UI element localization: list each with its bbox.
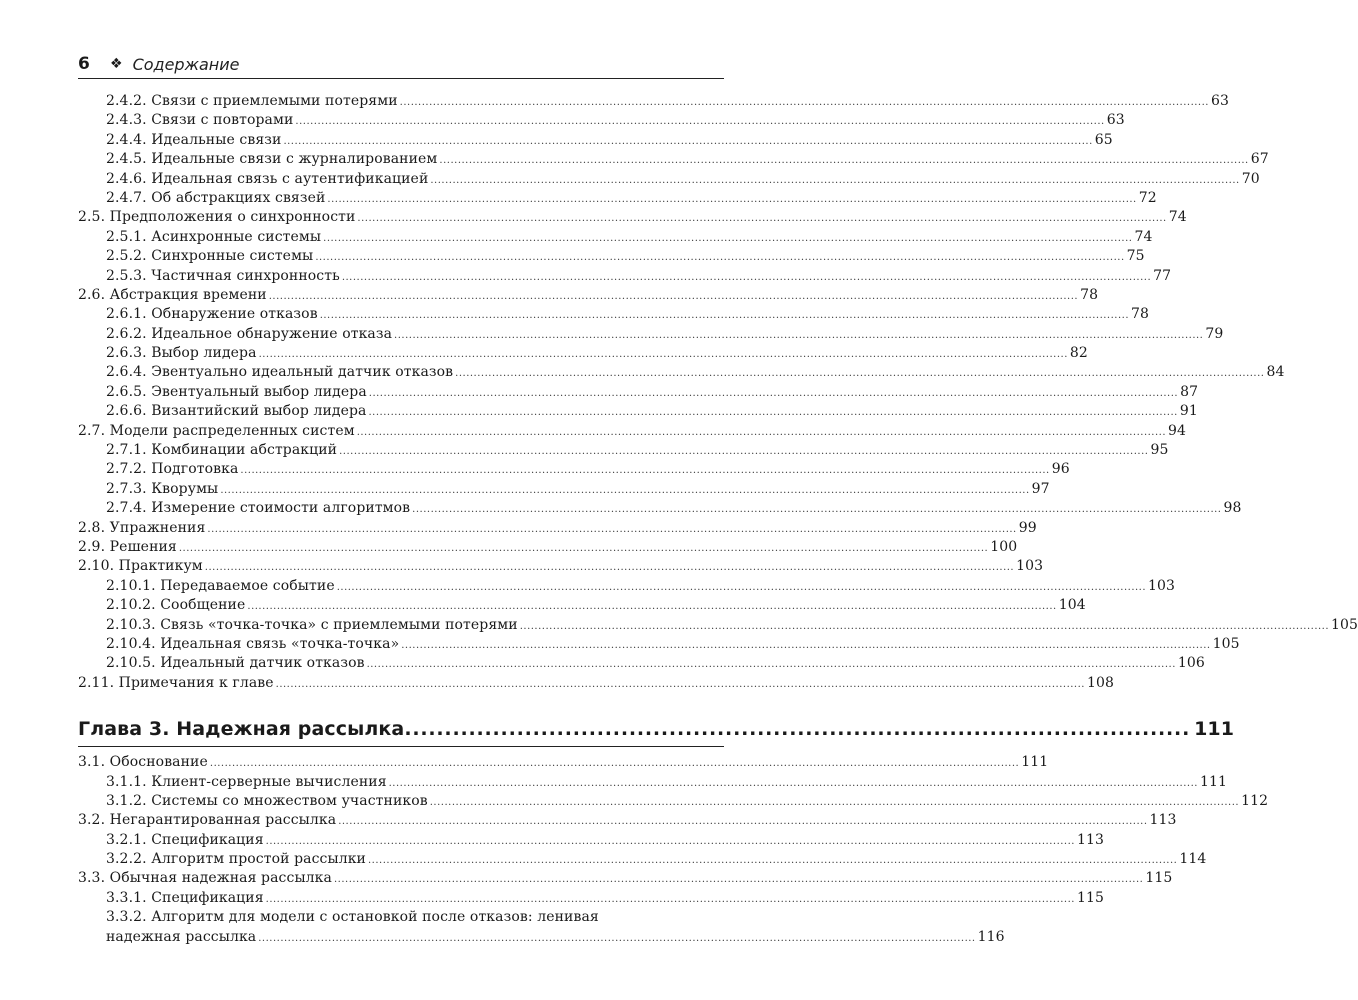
leader-dots: ............................................................................................................................................................................................................................ <box>430 174 1240 186</box>
chapter-page-number: 111 <box>1194 718 1235 741</box>
toc-section-chapter-2 <box>0 93 1358 694</box>
toc-subsection-entry[interactable] <box>0 170 1260 190</box>
toc-subsection-entry[interactable] <box>0 189 1157 209</box>
toc-subsection-entry[interactable] <box>0 364 1285 383</box>
toc-entry-page: 112 <box>1241 792 1269 809</box>
toc-subsection-entry[interactable] <box>0 461 1070 480</box>
toc-entry-page: 111 <box>1199 773 1227 790</box>
toc-subsection-entry[interactable] <box>0 442 1169 461</box>
toc-entry-page: 115 <box>1076 889 1104 906</box>
toc-section-entry[interactable] <box>0 870 1173 889</box>
toc-entry-page: 87 <box>1180 383 1199 400</box>
toc-entry-text: 2.5.1. Асинхронные системы <box>106 228 322 245</box>
leader-dots: ............................................................................................................................................................................................................................ <box>327 193 1137 205</box>
toc-entry-text: 2.6.2. Идеальное обнаружение отказа <box>106 325 393 342</box>
toc-subsection-entry[interactable] <box>0 228 1153 248</box>
toc-entry-page: 105 <box>1212 635 1240 652</box>
toc-section-entry[interactable] <box>0 209 1187 228</box>
running-title: Содержание <box>132 54 240 74</box>
toc-entry-text: 2.10.1. Передаваемое событие <box>106 577 335 594</box>
toc-entry-text: 3.3. Обычная надежная рассылка <box>78 870 332 887</box>
toc-entry-text: 2.10.2. Сообщение <box>106 597 246 614</box>
leader-dots: ............................................................................................................................................................................................................................ <box>209 758 1020 770</box>
leader-dots: ............................................................................................................................................................................................................................ <box>429 796 1240 808</box>
table-of-contents <box>0 93 1358 949</box>
leader-dots: ............................................................................................................................................................................................................................ <box>283 135 1093 147</box>
toc-entry-text: 2.9. Решения <box>78 538 177 555</box>
leader-dots: ............................................................................................................................................................................................................................ <box>315 252 1125 264</box>
toc-entry-text: 2.6. Абстракция времени <box>78 286 267 303</box>
toc-entry-page: 103 <box>1016 558 1044 575</box>
toc-entry-page: 97 <box>1031 480 1050 497</box>
toc-entry-text: 2.4.2. Связи с приемлемыми потерями <box>106 93 398 109</box>
toc-entry-page: 84 <box>1266 364 1285 381</box>
leader-dots: ............................................................................................................................................................................................................................ <box>519 620 1330 632</box>
toc-entry-page: 106 <box>1177 655 1205 672</box>
toc-subsection-entry[interactable] <box>0 151 1269 170</box>
toc-subsection-entry[interactable] <box>0 500 1242 519</box>
toc-entry-text: 3.1.1. Клиент-серверные вычисления <box>106 773 387 790</box>
leader-dots: ............................................................................................................................................................................................................................ <box>399 97 1209 108</box>
toc-entry-page: 100 <box>990 538 1018 555</box>
running-header <box>78 52 724 76</box>
leader-dots: ............................................................................................................................................................................................................................ <box>295 116 1105 128</box>
toc-section-entry[interactable] <box>0 538 1018 558</box>
leader-dots: ............................................................................................................................................................................................................................ <box>357 213 1167 225</box>
leader-dots: ............................................................................................................................................................................................................................ <box>341 271 1152 283</box>
toc-entry-text: 2.10.3. Связь «точка-точка» с приемлемыми потерями <box>106 616 518 633</box>
toc-entry-page: 70 <box>1241 170 1260 187</box>
toc-entry-page: 67 <box>1250 151 1269 168</box>
toc-subsection-entry[interactable] <box>0 577 1176 597</box>
toc-entry-text: 2.10.4. Идеальная связь «точка-точка» <box>106 635 400 652</box>
leader-dots: ................................................................................................................................................................................................... <box>258 933 976 945</box>
toc-entry-text: 2.10. Практикум <box>78 558 203 575</box>
leader-dots: ............................................................................................................................................................................................................................ <box>333 874 1144 886</box>
chapter-title: Глава 3. Надежная рассылка <box>78 718 405 741</box>
toc-entry-text: 2.4.4. Идеальные связи <box>106 131 282 148</box>
toc-entry-page: 82 <box>1069 345 1088 362</box>
toc-subsection-entry[interactable] <box>0 655 1205 674</box>
toc-entry-text: 2.7.1. Комбинации абстракций <box>106 442 338 459</box>
toc-entry-text: 2.6.6. Византийский выбор лидера <box>106 403 367 420</box>
toc-entry-page: 91 <box>1179 403 1198 420</box>
leader-dots: .................................................................................................. <box>404 718 1191 741</box>
toc-subsection-entry[interactable] <box>0 597 1086 616</box>
toc-section-entry[interactable] <box>0 754 1049 773</box>
leader-dots: ............................................................................................................................................................................................................................ <box>258 349 1068 361</box>
diamond-ornament-icon: ❖ <box>110 56 123 72</box>
chapter-heading[interactable] <box>0 700 1235 741</box>
toc-subsection-entry[interactable] <box>0 345 1088 364</box>
toc-entry-text: 2.5. Предположения о синхронности <box>78 209 356 226</box>
leader-dots: ............................................................................................................................................................................................................................ <box>247 601 1057 613</box>
toc-entry-text: 3.2.1. Спецификация <box>106 831 264 848</box>
toc-entry-page: 113 <box>1149 812 1177 829</box>
leader-dots: ............................................................................................................................................................................................................................ <box>265 835 1075 847</box>
toc-subsection-entry[interactable] <box>0 306 1150 325</box>
leader-dots: ............................................................................................................................................................................................................................ <box>338 816 1148 828</box>
toc-entry-page: 115 <box>1145 870 1173 887</box>
leader-dots: ............................................................................................................................................................................................................................ <box>339 446 1149 458</box>
toc-entry-text: 3.3.1. Спецификация <box>106 889 264 906</box>
toc-entry-page: 111 <box>1021 754 1049 771</box>
toc-entry-text: 2.5.3. Частичная синхронность <box>106 267 340 284</box>
leader-dots: ............................................................................................................................................................................................................................ <box>368 387 1179 399</box>
toc-entry-text: 2.6.1. Обнаружение отказов <box>106 306 318 323</box>
leader-dots: ............................................................................................................................................................................................................................ <box>204 562 1015 574</box>
toc-subsection-entry[interactable] <box>0 93 1229 112</box>
leader-dots: ............................................................................................................................................................................................................................ <box>240 465 1050 477</box>
toc-entry-page: 74 <box>1134 228 1153 245</box>
toc-entry-text: 3.1.2. Системы со множеством участников <box>106 792 428 809</box>
toc-entry-page: 75 <box>1126 248 1145 265</box>
leader-dots: ............................................................................................................................................................................................................................ <box>323 232 1133 244</box>
toc-entry-page: 78 <box>1080 286 1099 303</box>
toc-subsection-entry[interactable] <box>0 383 1199 403</box>
leader-dots: ............................................................................................................................................................................................................................ <box>455 368 1265 380</box>
toc-entry-text: 2.11. Примечания к главе <box>78 674 274 691</box>
toc-entry-text: 2.4.3. Связи с повторами <box>106 112 294 129</box>
toc-entry-continuation <box>0 929 1005 948</box>
toc-entry-page: 108 <box>1086 674 1114 691</box>
toc-entry-text: 2.8. Упражнения <box>78 519 206 536</box>
page-number: 6 <box>78 54 90 74</box>
toc-section-entry[interactable] <box>0 286 1099 306</box>
toc-entry-text: 2.7. Модели распределенных систем <box>78 422 355 439</box>
toc-section-entry[interactable] <box>0 812 1177 831</box>
toc-entry-page: 114 <box>1179 851 1207 868</box>
toc-section-entry[interactable] <box>0 558 1044 577</box>
toc-entry-text: 2.10.5. Идеальный датчик отказов <box>106 655 365 672</box>
leader-dots: ............................................................................................................................................................................................................................ <box>394 329 1204 341</box>
toc-entry-text: 2.5.2. Синхронные системы <box>106 248 314 265</box>
toc-entry-text: 2.6.5. Эвентуальный выбор лидера <box>106 383 367 400</box>
leader-dots: ............................................................................................................................................................................................................................ <box>356 426 1167 438</box>
leader-dots: ............................................................................................................................................................................................................................ <box>265 893 1075 905</box>
leader-dots: ............................................................................................................................................................................................................................ <box>207 523 1017 535</box>
leader-dots: ............................................................................................................................................................................................................................ <box>412 504 1222 516</box>
toc-entry-text: 2.4.6. Идеальная связь с аутентификацией <box>106 170 429 187</box>
leader-dots: ............................................................................................................................................................................................................................ <box>178 542 989 554</box>
toc-section-chapter-3 <box>0 754 1269 909</box>
leader-dots: ............................................................................................................................................................................................................................ <box>220 484 1030 496</box>
leader-dots: ............................................................................................................................................................................................................................ <box>275 678 1085 690</box>
leader-dots: ............................................................................................................................................................................................................................ <box>368 407 1178 419</box>
leader-dots: ............................................................................................................................................................................................................................ <box>366 659 1176 671</box>
toc-subsection-entry[interactable] <box>0 831 1104 851</box>
leader-dots: ............................................................................................................................................................................................................................ <box>368 855 1178 867</box>
toc-entry-text: 3.2. Негарантированная рассылка <box>78 812 337 829</box>
toc-subsection-entry[interactable] <box>0 480 1050 500</box>
toc-entry-page: 77 <box>1153 267 1172 284</box>
toc-entry-page: 113 <box>1076 831 1104 848</box>
toc-subsection-entry[interactable] <box>0 325 1224 345</box>
toc-subsection-entry[interactable] <box>0 773 1227 793</box>
toc-entry-page: 65 <box>1094 131 1113 148</box>
leader-dots: ............................................................................................................................................................................................................................ <box>401 639 1211 651</box>
toc-section-entry[interactable] <box>0 674 1114 694</box>
toc-entry-text: 2.6.4. Эвентуально идеальный датчик отказов <box>106 364 454 381</box>
leader-dots: ............................................................................................................................................................................................................................ <box>388 777 1198 789</box>
toc-subsection-entry[interactable] <box>0 792 1269 812</box>
toc-subsection-entry[interactable] <box>0 267 1172 287</box>
toc-entry-wrapped[interactable] <box>0 909 1005 948</box>
toc-entry-page: 78 <box>1131 306 1150 323</box>
leader-dots: ............................................................................................................................................................................................................................ <box>336 581 1147 593</box>
toc-entry-text: 2.4.7. Об абстракциях связей <box>106 189 326 206</box>
toc-entry-text: 2.7.4. Измерение стоимости алгоритмов <box>106 500 411 517</box>
toc-entry-page: 95 <box>1150 442 1169 459</box>
toc-section-entry[interactable] <box>0 519 1037 539</box>
toc-subsection-entry[interactable] <box>0 131 1113 151</box>
chapter-rule <box>78 746 724 747</box>
toc-entry-page: 63 <box>1106 112 1125 129</box>
toc-entry-page: 94 <box>1168 422 1187 439</box>
toc-subsection-entry[interactable] <box>0 112 1125 131</box>
toc-entry-text-line1: 3.3.2. Алгоритм для модели с остановкой после отказов: ленивая <box>106 909 599 926</box>
toc-entry-page: 103 <box>1148 577 1176 594</box>
toc-entry-page: 105 <box>1331 616 1358 633</box>
toc-subsection-entry[interactable] <box>0 889 1104 909</box>
toc-entry-text: 3.1. Обоснование <box>78 754 208 771</box>
toc-entry-page: 104 <box>1058 597 1086 614</box>
toc-entry-page: 63 <box>1210 93 1229 109</box>
toc-entry-text: 2.7.2. Подготовка <box>106 461 239 478</box>
toc-section-entry[interactable] <box>0 422 1187 442</box>
toc-entry-text: 3.2.2. Алгоритм простой рассылки <box>106 851 366 868</box>
toc-entry-text: 2.7.3. Кворумы <box>106 480 219 497</box>
toc-entry-page: 98 <box>1223 500 1242 517</box>
toc-entry-text: 2.6.3. Выбор лидера <box>106 345 257 362</box>
toc-subsection-entry[interactable] <box>0 616 1358 636</box>
toc-entry-page: 99 <box>1018 519 1037 536</box>
toc-subsection-entry[interactable] <box>0 248 1145 267</box>
toc-entry-page: 74 <box>1168 209 1187 226</box>
toc-subsection-entry[interactable] <box>0 851 1207 870</box>
toc-entry-page: 72 <box>1138 189 1157 206</box>
leader-dots: ............................................................................................................................................................................................................................ <box>319 310 1130 322</box>
toc-subsection-entry[interactable] <box>0 635 1240 655</box>
header-rule <box>78 78 724 79</box>
toc-subsection-entry[interactable] <box>0 403 1198 422</box>
toc-entry-text-line2: надежная рассылка <box>106 929 257 946</box>
toc-entry-text: 2.4.5. Идеальные связи с журналированием <box>106 151 438 168</box>
leader-dots: ............................................................................................................................................................................................................................ <box>268 290 1079 302</box>
toc-entry-page: 79 <box>1205 325 1224 342</box>
leader-dots: ............................................................................................................................................................................................................................ <box>439 155 1249 167</box>
toc-entry-page: 96 <box>1051 461 1070 478</box>
toc-entry-page: 116 <box>977 929 1005 946</box>
